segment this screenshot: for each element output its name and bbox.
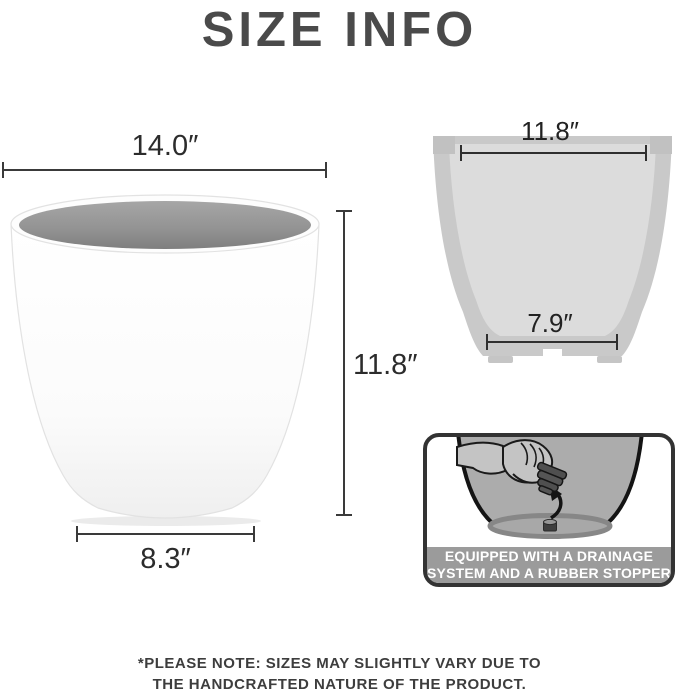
front-width-right-tick	[325, 162, 327, 178]
cross-section-bottom-notch	[543, 349, 562, 358]
cross-section-left-foot	[488, 356, 513, 363]
front-base-right-tick	[253, 526, 255, 542]
footnote-line2: THE HANDCRAFTED NATURE OF THE PRODUCT.	[152, 676, 527, 694]
front-height-dimension-line	[343, 211, 345, 515]
front-base-dimension-line	[77, 533, 254, 535]
drainage-caption-line2: SYSTEM AND A RUBBER STOPPER	[427, 565, 671, 581]
footnote-line1: *PLEASE NOTE: SIZES MAY SLIGHTLY VARY DUE TO	[137, 655, 542, 672]
drain-hole	[544, 519, 557, 531]
page-title: SIZE INFO	[201, 3, 478, 57]
front-base-left-tick	[76, 526, 78, 542]
front-base-label: 8.3″	[140, 543, 191, 575]
front-height-bottom-tick	[336, 514, 352, 516]
footnote	[0, 653, 679, 694]
drainage-caption	[427, 547, 671, 583]
drainage-feature-box	[423, 433, 675, 587]
cross-section-top-width-label: 11.8″	[521, 116, 579, 146]
front-height-label: 11.8″	[353, 349, 418, 381]
front-width-label: 14.0″	[131, 130, 199, 162]
cross-section-bottom-width-label: 7.9″	[527, 308, 573, 338]
front-height-top-tick	[336, 210, 352, 212]
pot-front-illustration	[6, 192, 324, 528]
cross-section-right-foot	[597, 356, 622, 363]
drainage-caption-line1: EQUIPPED WITH A DRAINAGE	[444, 547, 654, 564]
pot-body	[11, 224, 319, 518]
front-width-dimension-line	[3, 169, 326, 171]
pot-opening	[19, 201, 311, 249]
drainage-illustration	[427, 437, 671, 547]
front-width-left-tick	[2, 162, 4, 178]
